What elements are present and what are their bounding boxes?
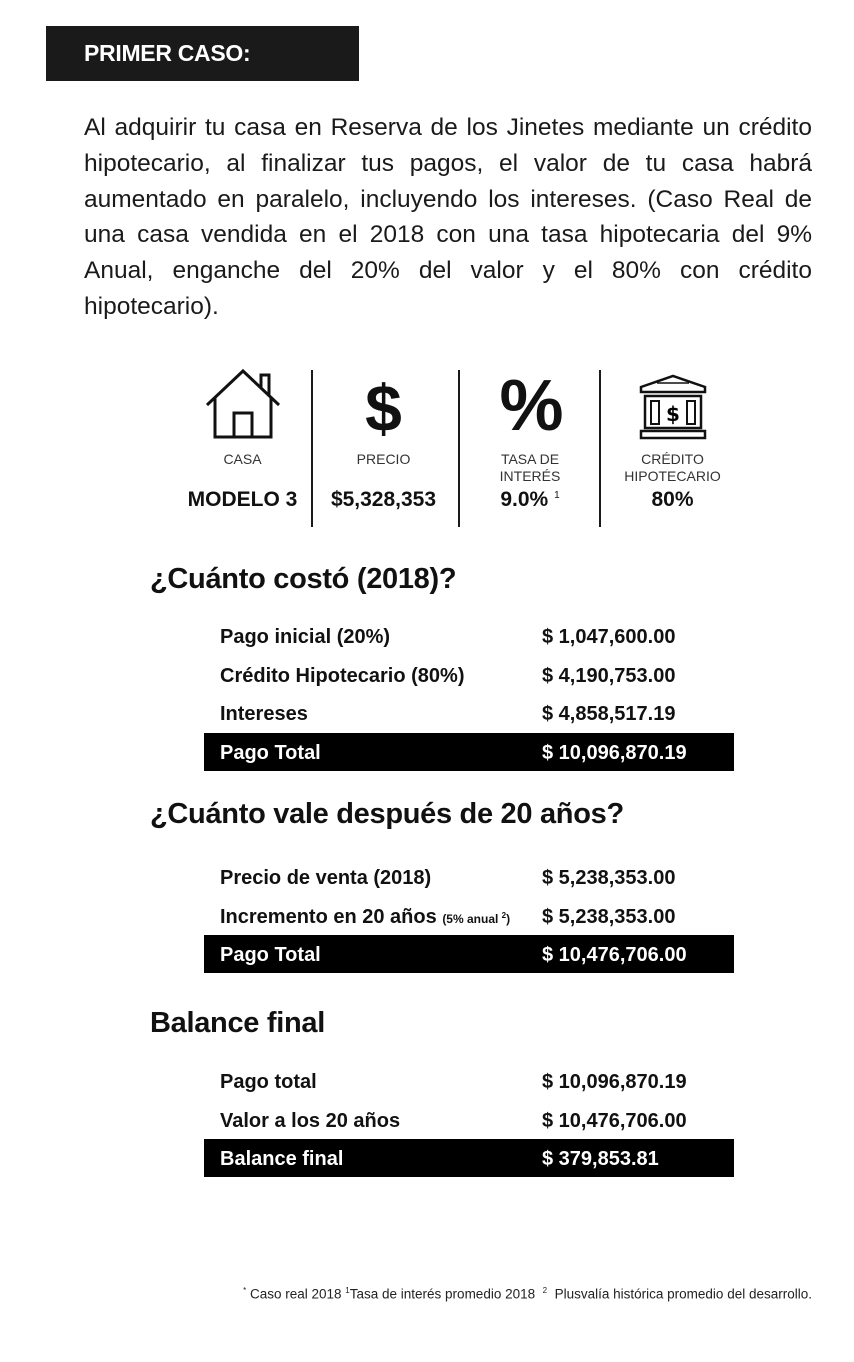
value-table bbox=[204, 858, 734, 973]
table-row: Pago total $ 10,096,870.19 bbox=[220, 1071, 687, 1093]
section-balance-title: Balance final bbox=[150, 1007, 325, 1039]
table-row: Intereses $ 4,858,517.19 bbox=[220, 703, 676, 725]
stat-price-value: $5,328,353 bbox=[330, 488, 437, 511]
stat-credit bbox=[605, 366, 740, 511]
svg-text:$: $ bbox=[665, 402, 680, 426]
footnote: * Caso real 2018 $^1$Tasa de interés promedio 2018 $^2$ Plusvalía histórica promedio del desarrollo. bbox=[243, 1286, 812, 1302]
stat-credit-value: 80% bbox=[651, 488, 694, 511]
stat-price-label: PRECIO bbox=[356, 451, 411, 467]
table-row: Precio de venta (2018) $ 5,238,353.00 bbox=[220, 867, 676, 889]
table-row: Valor a los 20 años $ 10,476,706.00 bbox=[220, 1109, 687, 1132]
balance-table bbox=[204, 1062, 734, 1177]
stat-rate-label-2: INTERÉS bbox=[499, 468, 561, 484]
stat-price bbox=[317, 366, 450, 511]
stat-house-label: CASA bbox=[223, 451, 262, 467]
intro-paragraph: Al adquirir tu casa en Reserva de los Jinetes mediante un crédito hipotecario, al finalizar tus pagos, el valor de tu casa habrá aumentado en paralelo, incluyendo los intereses. (Caso Real de una casa vendida en el 2018 con una tasa hipotecaria del 9% Anual, enganche del 20% del valor y el 80% con crédito hipotecario). bbox=[84, 114, 812, 320]
stat-rate bbox=[465, 366, 595, 511]
stat-house bbox=[180, 366, 305, 511]
table-row: Pago inicial (20%) $ 1,047,600.00 bbox=[220, 626, 676, 648]
stat-credit-label-2: HIPOTECARIO bbox=[624, 468, 721, 484]
table-row: Crédito Hipotecario (80%) $ 4,190,753.00 bbox=[220, 664, 676, 687]
total-row: Pago Total $ 10,096,870.19 bbox=[204, 733, 734, 771]
divider bbox=[599, 370, 601, 527]
divider bbox=[311, 370, 313, 527]
header-title: PRIMER CASO: bbox=[84, 40, 251, 66]
section-header bbox=[46, 26, 359, 81]
percent-icon: % bbox=[499, 366, 561, 446]
house-icon bbox=[180, 366, 305, 441]
table-row: Incremento en 20 años (5% anual $^2$) $ 5,238,353.00 bbox=[220, 905, 676, 928]
stat-rate-label-1: TASA DE bbox=[500, 451, 560, 467]
stat-house-value: MODELO 3 bbox=[187, 488, 298, 511]
dollar-icon: $ bbox=[365, 371, 402, 445]
bank-icon bbox=[605, 366, 740, 441]
section-value-title: ¿Cuánto vale después de 20 años? bbox=[150, 798, 624, 830]
stats-strip bbox=[180, 366, 740, 531]
section-cost-title: ¿Cuánto costó (2018)? bbox=[150, 563, 457, 595]
stat-rate-value: 9.0% $^1$ bbox=[500, 488, 560, 511]
total-row: Balance final $ 379,853.81 bbox=[204, 1139, 734, 1177]
total-row: Pago Total $ 10,476,706.00 bbox=[204, 935, 734, 973]
stat-credit-label-1: CRÉDITO bbox=[641, 451, 704, 467]
divider bbox=[458, 370, 460, 527]
cost-table bbox=[204, 617, 734, 771]
